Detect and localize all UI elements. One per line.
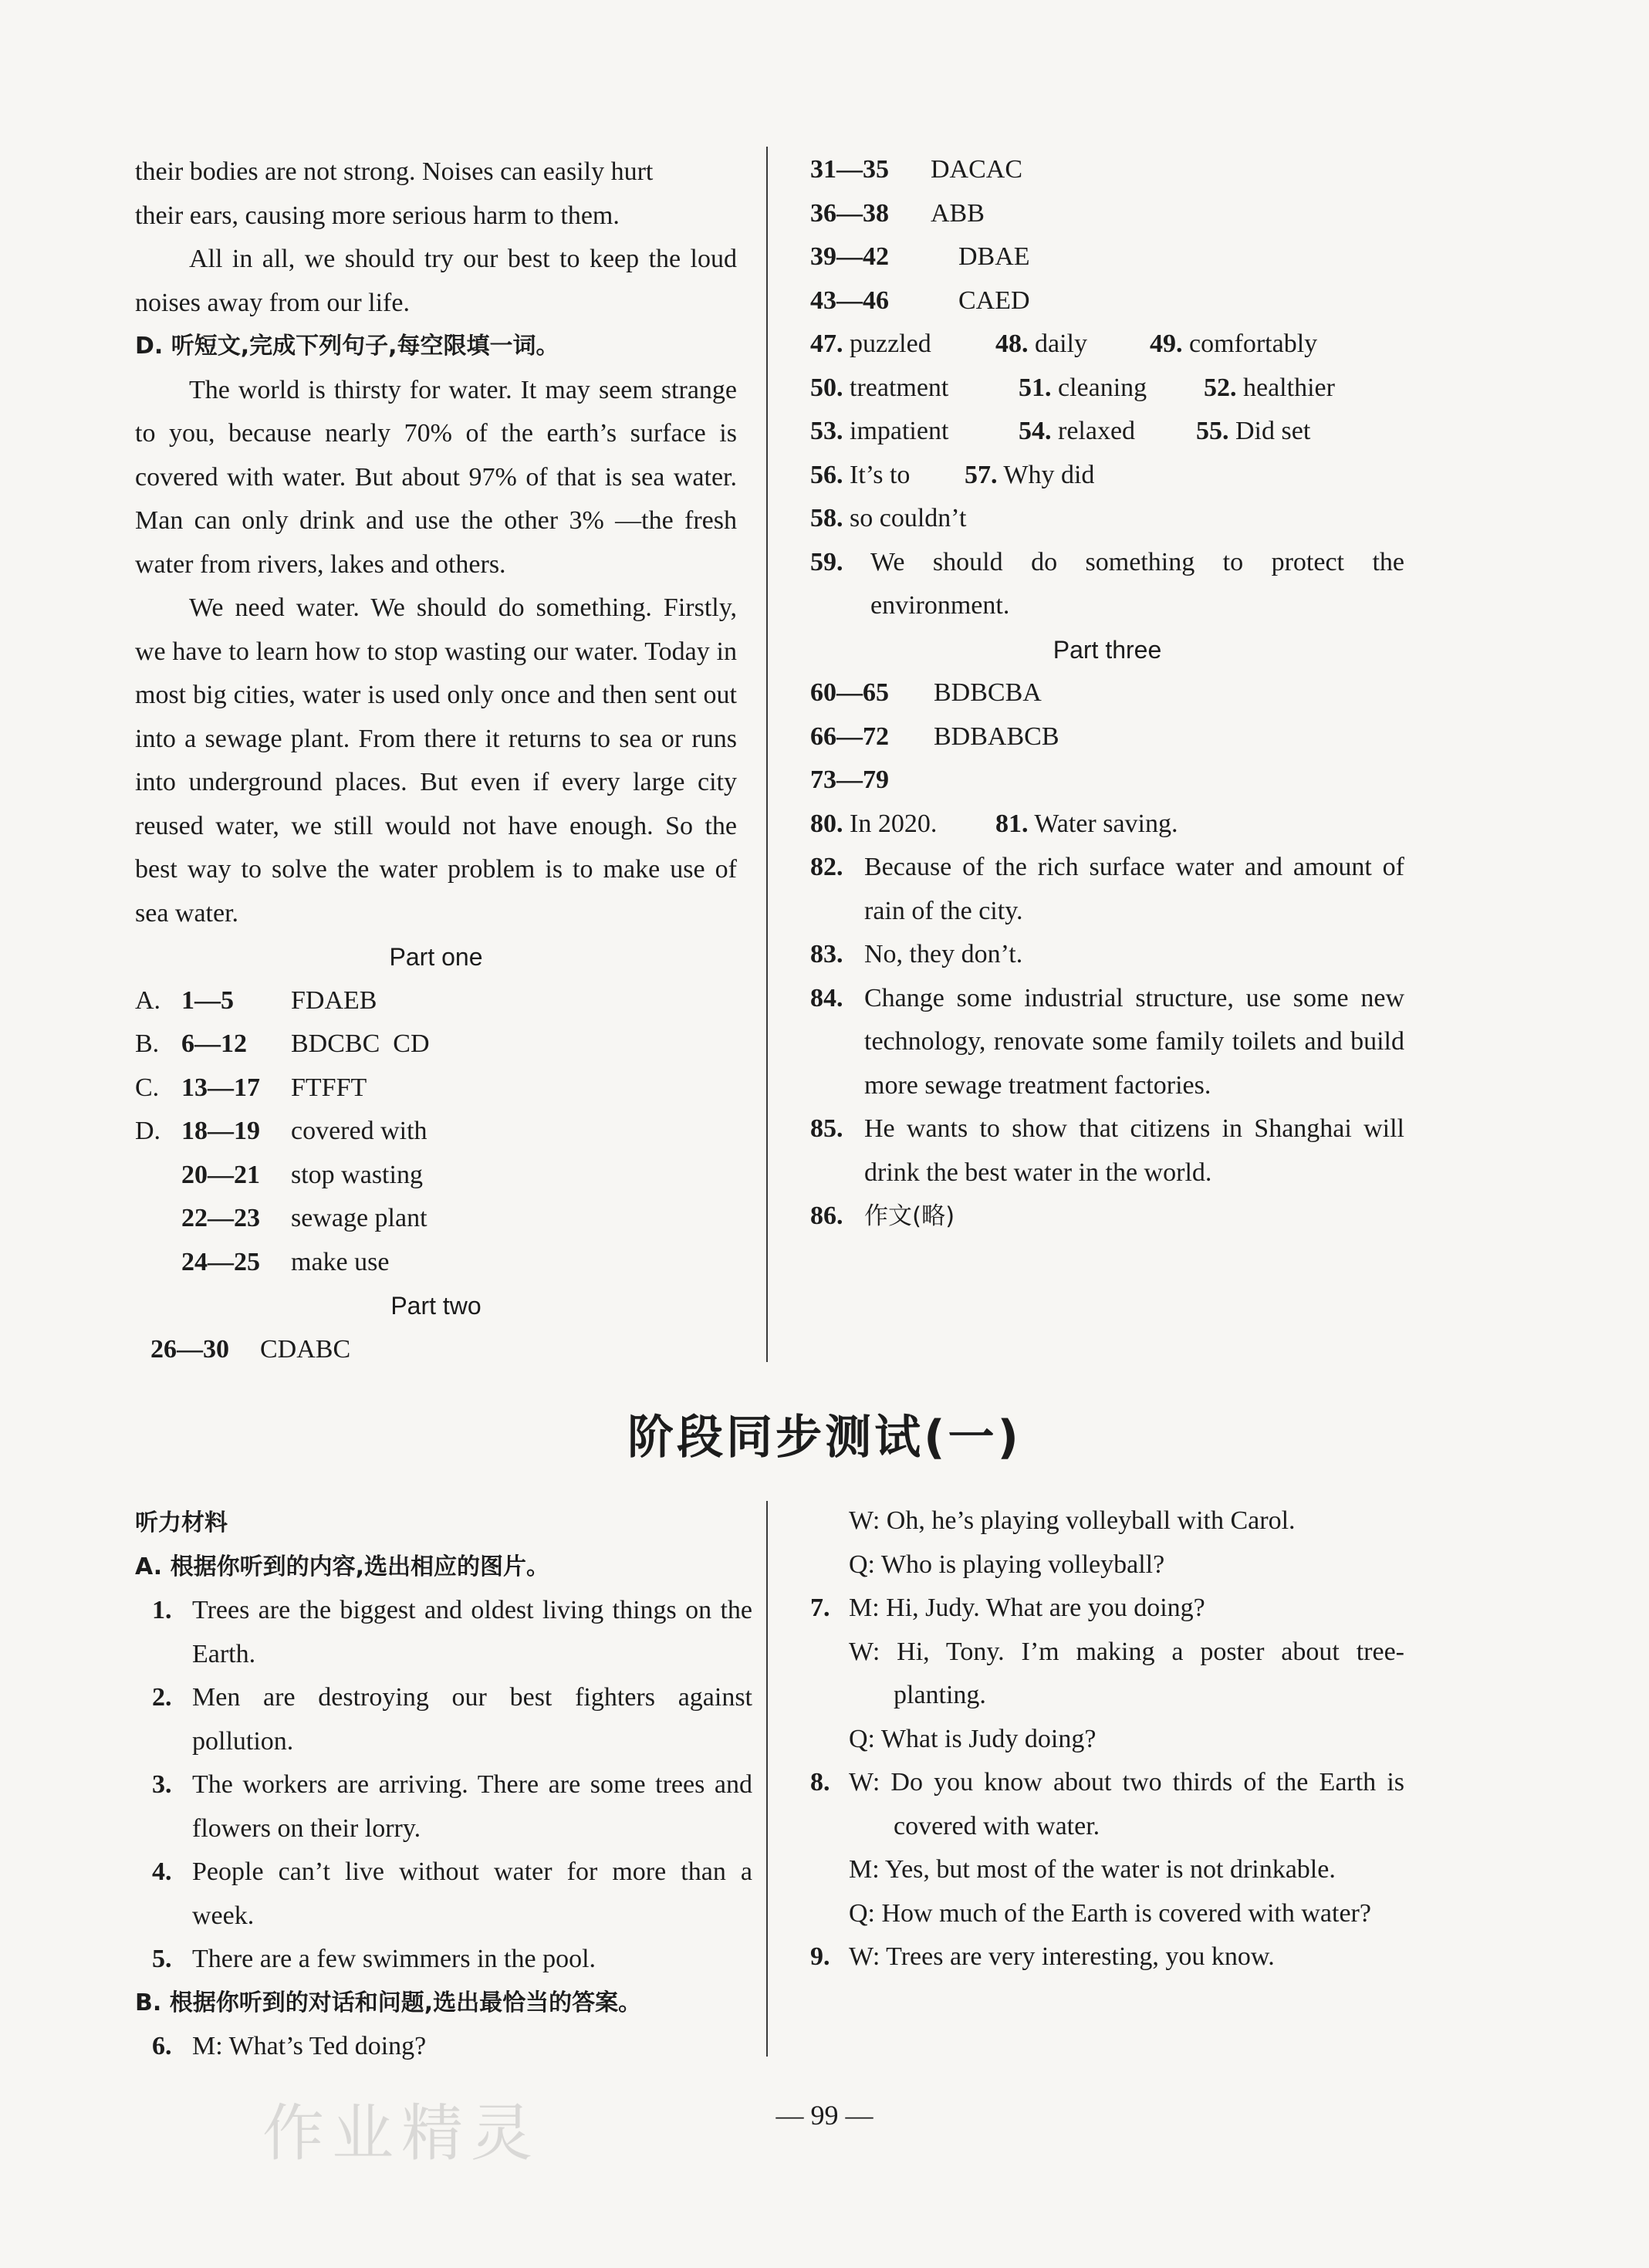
answer-range: 43—46 [810, 286, 889, 315]
answer-value: BDBCBA [934, 678, 1042, 707]
question-number: 55. [1196, 417, 1229, 445]
answer-value: ABB [931, 198, 985, 228]
section-title: 阶段同步测试(一) [627, 1411, 1022, 1465]
item-text: People can’t live without water for more than a week. [192, 1857, 752, 1930]
item-number: 7. [810, 1594, 830, 1622]
page-number: — 99 — [776, 2100, 873, 2131]
answer-row [135, 1197, 737, 1241]
answer-column-top-left [135, 150, 737, 1371]
item-number: 3. [152, 1770, 172, 1799]
item-number: 5. [152, 1945, 172, 1973]
listening-column-right [810, 1499, 1404, 1979]
listening-column-left [135, 1502, 752, 2069]
answer-value: stop wasting [291, 1160, 423, 1189]
question-number: 59. [810, 547, 843, 576]
answer-range: 18—19 [181, 1117, 260, 1145]
answer-value: It’s to [850, 460, 911, 489]
question-number: 57. [965, 460, 998, 489]
section-letter: D. [135, 1117, 161, 1145]
question-number: 58. [810, 504, 843, 532]
question-number: 51. [1019, 373, 1052, 402]
passage-line: their ears, causing more serious harm to them. [135, 201, 620, 230]
answer-range: 73—79 [810, 766, 889, 794]
dialogue-text: Q: What is Judy doing? [849, 1724, 1097, 1753]
dialogue-text: M: Yes, but most of the water is not drinkable. [849, 1855, 1336, 1884]
answer-row [135, 979, 737, 1023]
answer-range: 24—25 [181, 1247, 260, 1276]
answer-row [810, 846, 1404, 933]
answer-value: cleaning [1058, 373, 1147, 402]
listening-item [135, 1676, 752, 1763]
question-number: 47. [810, 330, 843, 358]
answer-range: 13—17 [181, 1073, 260, 1102]
passage-paragraph: We need water. We should do something. Firstly, we have to learn how to stop wasting our water. Today in most big cities, water is used only once and then sent out into a sewage plant. From there it returns to sea or runs into underground places. But even if every large city reused water, we still would not have enough. So the best way to solve the water problem is to make use of sea water. [135, 593, 737, 928]
answer-range: 22—23 [181, 1204, 260, 1232]
section-b-heading: B. 根据你听到的对话和问题,选出最恰当的答案。 [135, 1989, 642, 2016]
answer-value: healthier [1243, 373, 1335, 402]
listening-item [135, 2025, 752, 2069]
answer-value: Water saving. [1034, 809, 1178, 838]
item-number: 4. [152, 1857, 172, 1886]
question-number: 82. [810, 853, 843, 881]
answer-row [135, 1066, 737, 1110]
answer-range: 39—42 [810, 242, 889, 271]
dialogue-line [810, 1935, 1404, 1979]
answer-value: DACAC [931, 155, 1023, 184]
dialogue-text: W: Trees are very interesting, you know. [849, 1942, 1275, 1971]
watermark: 作业精灵 [262, 2097, 540, 2169]
answer-row [810, 410, 1404, 454]
listening-item [135, 1851, 752, 1938]
answer-row [810, 671, 1404, 715]
dialogue-text: W: Hi, Tony. I’m making a poster about tree-planting. [849, 1637, 1404, 1709]
answer-row [810, 367, 1404, 411]
section-letter [135, 1154, 181, 1198]
dialogue-line [810, 1848, 1404, 1892]
question-number: 53. [810, 417, 843, 445]
answer-row [810, 454, 1404, 498]
answer-row [135, 1241, 737, 1285]
answer-row [810, 1107, 1404, 1195]
section-a-heading: A. 根据你听到的内容,选出相应的图片。 [135, 1553, 550, 1580]
column-divider [766, 147, 768, 1362]
listening-item [135, 1763, 752, 1851]
answer-value: He wants to show that citizens in Shanghai will drink the best water in the world. [864, 1114, 1404, 1187]
question-number: 86. [810, 1202, 843, 1230]
passage-line: their bodies are not strong. Noises can easily hurt [135, 157, 654, 186]
answer-value: so couldn’t [850, 504, 967, 532]
answer-row [810, 235, 1404, 279]
answer-range: 31—35 [810, 155, 889, 184]
answer-value: covered with [291, 1117, 427, 1145]
section-d-heading: D. 听短文,完成下列句子,每空限填一词。 [135, 333, 559, 360]
answer-range: 26—30 [150, 1334, 229, 1364]
listening-item [135, 1589, 752, 1676]
section-letter: A. [135, 985, 161, 1015]
answer-row [810, 148, 1404, 192]
section-letter: B. [135, 1029, 160, 1058]
item-number: 1. [152, 1596, 172, 1624]
dialogue-text: Q: How much of the Earth is covered with water? [849, 1898, 1371, 1928]
answer-value: FDAEB [291, 985, 377, 1015]
dialogue-line [810, 1543, 1404, 1587]
answer-row [135, 1022, 737, 1066]
dialogue-line [810, 1892, 1404, 1936]
answer-row [810, 541, 1404, 628]
section-letter [135, 1241, 181, 1285]
answer-value [934, 759, 1404, 803]
answer-value: 作文(略) [864, 1202, 955, 1230]
dialogue-line [810, 1587, 1404, 1631]
dialogue-text: W: Oh, he’s playing volleyball with Carol. [849, 1506, 1296, 1535]
question-number: 81. [995, 809, 1029, 838]
question-number: 83. [810, 940, 843, 968]
section-letter [135, 1197, 181, 1241]
item-number: 9. [810, 1942, 830, 1971]
answer-range: 1—5 [181, 985, 234, 1015]
answer-value: BDCBC CD [291, 1029, 430, 1058]
answer-value: DBAE [958, 242, 1030, 271]
answer-row [810, 497, 1404, 541]
section-letter: C. [135, 1073, 160, 1102]
question-number: 56. [810, 460, 843, 489]
question-number: 54. [1019, 417, 1052, 445]
answer-row [810, 933, 1404, 977]
part-one-label: Part one [389, 943, 483, 971]
answer-value: daily [1035, 330, 1087, 358]
answer-row [810, 192, 1404, 236]
answer-row [135, 1154, 737, 1198]
answer-value: make use [291, 1247, 390, 1276]
question-number: 80. [810, 809, 843, 838]
question-number: 50. [810, 373, 843, 402]
passage-paragraph: All in all, we should try our best to keep the loud noises away from our life. [135, 245, 737, 317]
answer-value: Because of the rich surface water and amount of rain of the city. [864, 853, 1404, 925]
answer-value: relaxed [1058, 417, 1136, 445]
answer-value: FTFFT [291, 1073, 367, 1102]
dialogue-text: W: Do you know about two thirds of the Earth is covered with water. [849, 1768, 1404, 1840]
question-number: 84. [810, 983, 843, 1012]
answer-range: 60—65 [810, 678, 889, 707]
answer-row [810, 759, 1404, 803]
dialogue-text: Q: Who is playing volleyball? [849, 1550, 1165, 1579]
part-two-label: Part two [390, 1292, 482, 1320]
answer-row [810, 1195, 1404, 1239]
answer-range: 6—12 [181, 1029, 247, 1058]
item-text: Trees are the biggest and oldest living things on the Earth. [192, 1596, 752, 1668]
item-number: 6. [152, 2032, 172, 2060]
item-text: M: What’s Ted doing? [192, 2032, 427, 2060]
listening-heading: 听力材料 [135, 1509, 228, 1536]
answer-value: CDABC [260, 1334, 351, 1364]
item-number: 8. [810, 1768, 830, 1796]
answer-value: Why did [1003, 460, 1095, 489]
answer-row [810, 715, 1404, 759]
answer-row [810, 279, 1404, 323]
answer-range: 66—72 [810, 722, 889, 751]
answer-value: BDBABCB [934, 722, 1059, 751]
answer-value: treatment [850, 373, 949, 402]
item-text: Men are destroying our best fighters against pollution. [192, 1683, 752, 1756]
answer-row [810, 803, 1404, 847]
answer-range: 20—21 [181, 1160, 260, 1189]
answer-row [135, 1110, 737, 1154]
answer-row [810, 977, 1404, 1108]
column-divider [766, 1501, 768, 2057]
item-text: The workers are arriving. There are some trees and flowers on their lorry. [192, 1770, 752, 1843]
answer-value: impatient [850, 417, 949, 445]
item-text: There are a few swimmers in the pool. [192, 1945, 596, 1973]
answer-column-top-right [810, 148, 1404, 1239]
item-number: 2. [152, 1683, 172, 1712]
dialogue-text: M: Hi, Judy. What are you doing? [849, 1594, 1205, 1622]
answer-value: comfortably [1189, 330, 1318, 358]
dialogue-line [810, 1499, 1404, 1543]
question-number: 85. [810, 1114, 843, 1143]
listening-item [135, 1938, 752, 1982]
answer-value: In 2020. [850, 809, 938, 838]
answer-value: CAED [958, 286, 1030, 315]
question-number: 52. [1204, 373, 1237, 402]
part-three-label: Part three [1053, 635, 1162, 664]
dialogue-line [810, 1718, 1404, 1762]
answer-value: Did set [1235, 417, 1311, 445]
dialogue-line [810, 1631, 1404, 1718]
answer-value: Change some industrial structure, use some new technology, renovate some family toilets and build more sewage treatment factories. [864, 983, 1404, 1100]
question-number: 48. [995, 330, 1029, 358]
dialogue-line [810, 1761, 1404, 1848]
answer-value: sewage plant [291, 1204, 427, 1232]
answer-row [810, 323, 1404, 367]
question-number: 49. [1150, 330, 1183, 358]
answer-value: We should do something to protect the environment. [870, 547, 1404, 620]
answer-row [135, 1328, 737, 1372]
answer-range: 36—38 [810, 198, 889, 228]
answer-value: No, they don’t. [864, 940, 1023, 968]
answer-value: puzzled [850, 330, 931, 358]
passage-paragraph: The world is thirsty for water. It may seem strange to you, because nearly 70% of the earth’s surface is covered with water. But about 97% of that is sea water. Man can only drink and use the other 3% —the fresh water from rivers, lakes and others. [135, 375, 737, 579]
